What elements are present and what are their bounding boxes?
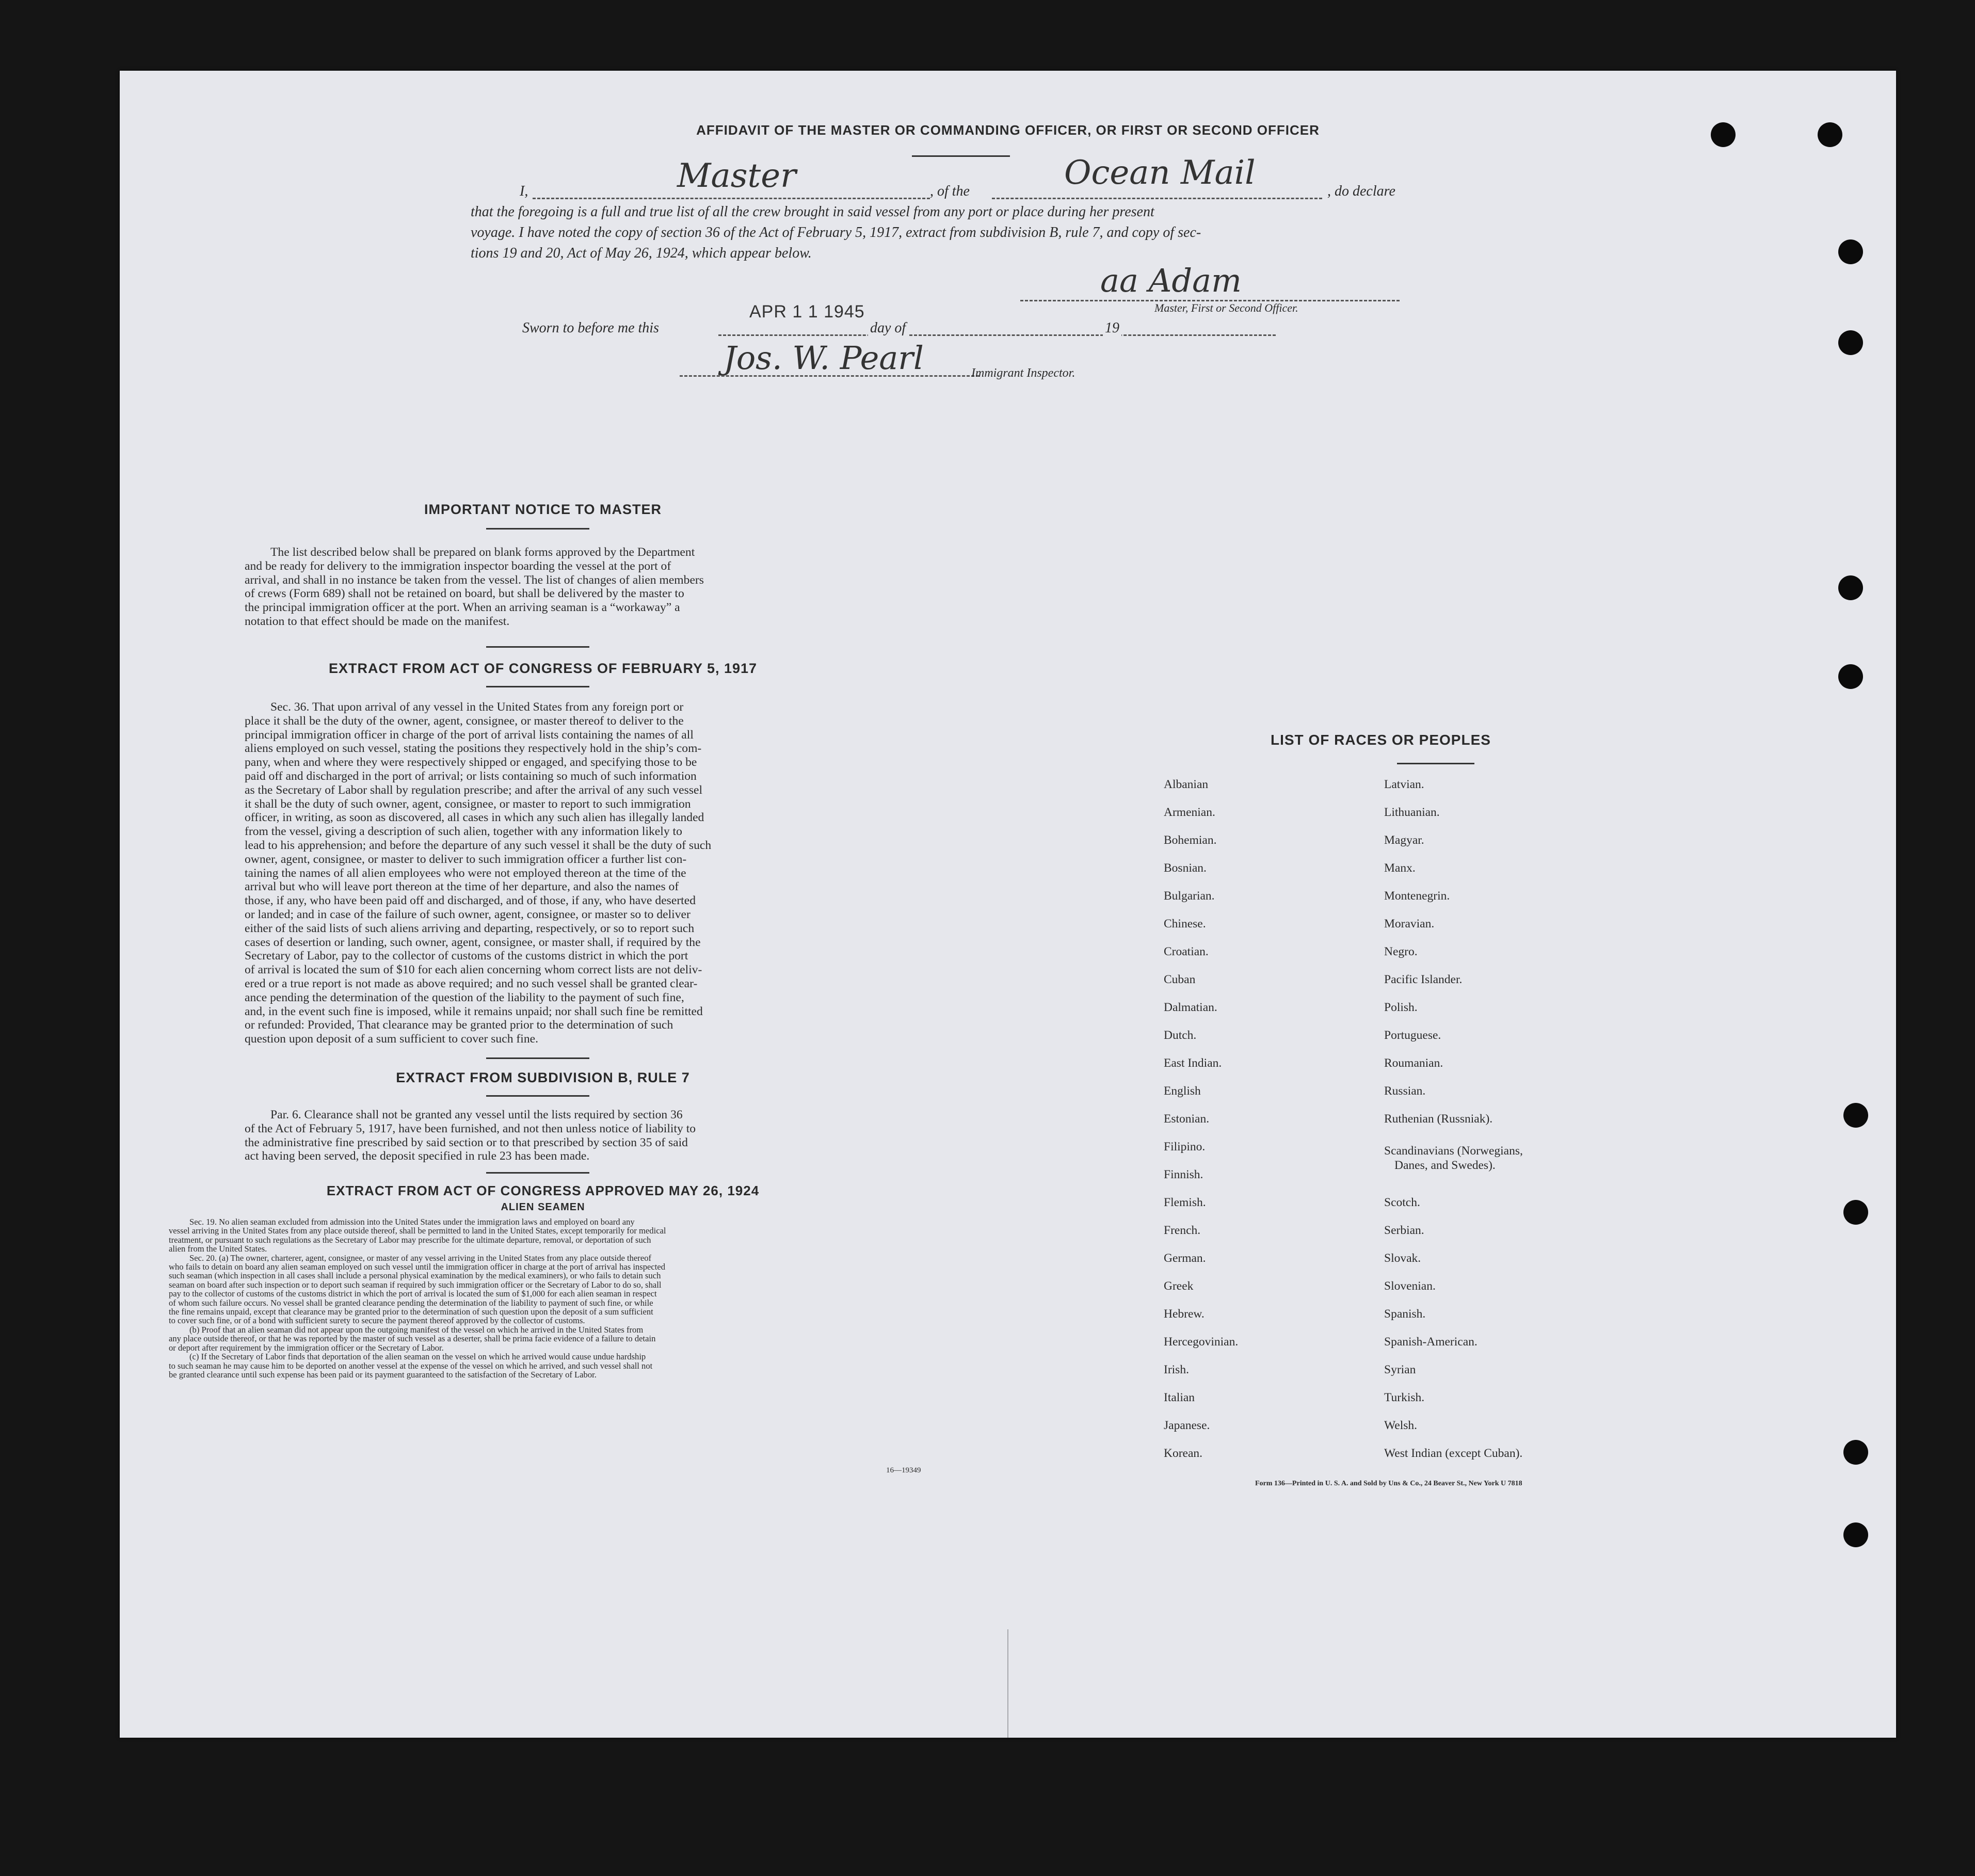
race-item: Estonian. [1164, 1112, 1210, 1126]
race-item: Spanish. [1384, 1307, 1426, 1321]
race-item: Syrian [1384, 1363, 1416, 1376]
race-item: Hebrew. [1164, 1307, 1205, 1321]
race-item: Slovenian. [1384, 1279, 1436, 1293]
race-item: Ruthenian (Russniak). [1384, 1112, 1493, 1126]
rule-7-heading: EXTRACT FROM SUBDIVISION B, RULE 7 [396, 1070, 690, 1085]
punch-hole [1843, 1440, 1868, 1465]
race-item: Hercegovinian. [1164, 1335, 1239, 1349]
title-rule [912, 155, 1010, 157]
of-the-label: , of the [930, 183, 970, 199]
race-item: Slovak. [1384, 1252, 1421, 1265]
master-caption: Master, First or Second Officer. [1154, 301, 1298, 314]
race-item: German. [1164, 1252, 1206, 1265]
race-item: Roumanian. [1384, 1056, 1443, 1070]
form-print-note: Form 136—Printed in U. S. A. and Sold by Uns & Co., 24 Beaver St., New York U 7818 [1255, 1480, 1522, 1487]
race-item-continuation: Danes, and Swedes). [1394, 1159, 1496, 1172]
punch-hole [1843, 1200, 1868, 1225]
year-prefix: 19 [1103, 318, 1121, 339]
notice-heading: IMPORTANT NOTICE TO MASTER [424, 502, 662, 517]
race-item: West Indian (except Cuban). [1384, 1447, 1523, 1460]
race-item: Turkish. [1384, 1391, 1425, 1404]
declare-label: , do declare [1327, 183, 1395, 199]
act-1924-body: Sec. 19. No alien seaman excluded from admission into the United States under the immigration laws and employed on board any vessel arriving in the United States from any place outside thereof, shall be permitted to land in the United States, except temporarily for medical treatment, or pursuant to such regulations as the Secretary of Labor may prescribe for the ultimate departure, removal, or deportation of such alien from the United States. Sec. 20. (a) The owner, charterer, agent, consignee, or master of any vessel arriving in the United States from any place outside thereof who fails to detain on board any alien seaman employed on such vessel until the immigration officer in charge at the port of arrival has inspected such seaman (which inspection in all cases shall include a personal physical examination by the medical examiners), or who fails to detain such seaman on board after such inspection or to deport such seaman if required by such immigration officer or the Secretary of Labor to do so, shall pay to the collector of customs of the customs district in which the port of arrival is located the sum of $1,000 for each alien seaman in respect of whom such failure occurs. No vessel shall be granted clearance pending the determination of the liability to payment of such fine, or while the fine remains unpaid, except that clearance may be granted prior to the determination of such question upon the deposit of a sum sufficient to cover such fine, or of a bond with sufficient surety to secure the payment thereof approved by the collector of customs. (b) Proof that an alien seaman did not appear upon the outgoing manifest of the vessel on which he arrived in the United States from any place outside thereof, or that he was reported by the master of such vessel as a deserter, shall be prima facie evidence of a failure to detain or deport after requirement by the immigration officer or the Secretary of Labor. (c) If the Secretary of Labor finds that deportation of the alien seaman on the vessel on which he arrived would cause undue hardship to such seaman he may cause him to be deported on another vessel at the expense of the vessel on which he arrived, and such vessel shall not be granted clearance until such expense has been paid or its payment guaranteed to the satisfaction of the Secretary of Labor. [169, 1217, 666, 1380]
race-item: Greek [1164, 1279, 1194, 1293]
act-1917-body: Sec. 36. That upon arrival of any vessel in the United States from any foreign port or place it shall be the duty of the owner, agent, consignee, or master thereof to deliver to the principal immigration officer in charge of the port of arrival lists containing the names of all aliens employed on such vessel, stating the positions they respectively hold in the ship’s com- pany, when and where they were respectively shipped or engaged, and specifying those to be paid off and discharged in the port of arrival; or lists containing so much of such information as the Secretary of Labor shall by regulation prescribe; and after the arrival of any such vessel it shall be the duty of such owner, agent, consignee, or master to report to such immigration officer, in writing, as soon as discovered, all cases in which any such alien has illegally landed from the vessel, giving a description of such alien, together with any information likely to lead to his apprehension; and before the departure of any such vessel it shall be the duty of such owner, agent, consignee, or master to deliver to such immigration officer a further list con- taining the names of all alien employees who were not employed thereon at the time of the arrival but who will leave port thereon at the time of her departure, and also the names of those, if any, who have been paid off and discharged, and of those, if any, who have deserted or landed; and in case of the failure of such owner, agent, consignee, or master so to deliver either of the said lists of such aliens arriving and departing, respectively, or so to report such cases of desertion or landing, such owner, agent, consignee, or master shall, if required by the Secretary of Labor, pay to the collector of customs of the customs district in which the port of arrival is located the sum of $10 for each alien concerning whom correct lists are not deliv- ered or a true report is not made as above required; and no such vessel shall be granted clear- ance pending the determination of the question of the liability to the payment of such fine, and, in the event such fine is imposed, while it remains unpaid; nor shall such fine be remitted or refunded: Provided, That clearance may be granted prior to the determination of such question upon deposit of a sum sufficient to cover such fine. [245, 700, 712, 1046]
affidavit-title: AFFIDAVIT OF THE MASTER OR COMMANDING OFFICER, OR FIRST OR SECOND OFFICER [696, 122, 1320, 138]
race-item: Irish. [1164, 1363, 1189, 1376]
race-item: Cuban [1164, 973, 1196, 986]
handwritten-vessel-name: Ocean Mail [1064, 154, 1256, 192]
punch-hole [1843, 1103, 1868, 1128]
document-page [120, 71, 1896, 1738]
act-1917-heading: EXTRACT FROM ACT OF CONGRESS OF FEBRUARY 5, 1917 [328, 661, 758, 676]
punch-hole [1838, 330, 1863, 355]
race-item: Welsh. [1384, 1419, 1418, 1432]
race-item: Chinese. [1164, 917, 1206, 931]
race-item: Armenian. [1164, 806, 1215, 819]
punch-hole [1843, 1522, 1868, 1547]
notice-body: The list described below shall be prepared on blank forms approved by the Department and be ready for delivery to the immigration inspector boarding the vessel at the port of arrival, and shall in no instance be taken from the vessel. The list of changes of alien members of crews (Form 689) shall not be retained on board, but shall be delivered by the master to the principal immigration officer at the port. When an arriving seaman is a “workaway” a notation to that effect should be made on the manifest. [245, 546, 704, 628]
race-item: French. [1164, 1224, 1201, 1237]
declaration-line-1 [471, 154, 1578, 202]
race-item: Portuguese. [1384, 1029, 1441, 1042]
race-item: English [1164, 1084, 1201, 1098]
sworn-label: Sworn to before me this [522, 320, 659, 336]
race-item: Montenegrin. [1384, 889, 1450, 903]
declaration-line-2: that the foregoing is a full and true list of all the crew brought in said vessel from any port or place during her present [471, 204, 1154, 220]
punch-hole [1838, 575, 1863, 600]
race-item: Latvian. [1384, 778, 1424, 791]
act-1924-heading: EXTRACT FROM ACT OF CONGRESS APPROVED MAY 26, 1924 [326, 1183, 760, 1198]
race-item: Finnish. [1164, 1168, 1203, 1181]
declaration-line-3: voyage. I have noted the copy of section 36 of the Act of February 5, 1917, extract from subdivision B, rule 7, and copy of sec- [471, 225, 1201, 240]
punch-hole [1838, 239, 1863, 264]
race-item: Scandinavians (Norwegians, [1384, 1144, 1523, 1158]
race-item: Flemish. [1164, 1196, 1206, 1209]
fold-mark [1007, 1629, 1008, 1738]
handwritten-master: Master [677, 157, 796, 195]
master-signature: aa Adam [1100, 262, 1242, 299]
race-item: Bohemian. [1164, 833, 1217, 847]
race-item: Japanese. [1164, 1419, 1210, 1432]
race-item: Dutch. [1164, 1029, 1197, 1042]
race-item: Italian [1164, 1391, 1195, 1404]
race-item: East Indian. [1164, 1056, 1222, 1070]
race-item: Spanish-American. [1384, 1335, 1478, 1349]
race-item: Korean. [1164, 1447, 1203, 1460]
race-item: Albanian [1164, 778, 1209, 791]
race-item: Russian. [1384, 1084, 1426, 1098]
race-item: Bulgarian. [1164, 889, 1215, 903]
inspector-signature: Jos. W. Pearl [724, 339, 924, 377]
date-stamp: APR 1 1 1945 [749, 302, 865, 322]
race-item: Croatian. [1164, 945, 1209, 958]
race-item: Lithuanian. [1384, 806, 1440, 819]
day-of-label: day of [868, 318, 908, 339]
race-item: Dalmatian. [1164, 1001, 1217, 1014]
print-code: 16—19349 [886, 1466, 921, 1474]
race-item: Negro. [1384, 945, 1418, 958]
inspector-caption: Immigrant Inspector. [971, 366, 1075, 380]
race-item: Moravian. [1384, 917, 1435, 931]
race-item: Manx. [1384, 861, 1416, 875]
alien-seamen-subheading: ALIEN SEAMEN [501, 1201, 585, 1213]
race-item: Serbian. [1384, 1224, 1424, 1237]
race-item: Pacific Islander. [1384, 973, 1463, 986]
rule-7-body: Par. 6. Clearance shall not be granted any vessel until the lists required by section 36 of the Act of February 5, 1917, have been furnished, and not then unless notice of liability to the administrative fine prescribed by said section or to that prescribed by section 35 of said act having been served, the deposit specified in rule 23 has been made. [245, 1108, 696, 1163]
race-item: Filipino. [1164, 1140, 1206, 1153]
declaration-line-4: tions 19 and 20, Act of May 26, 1924, which appear below. [471, 245, 812, 261]
race-item: Magyar. [1384, 833, 1424, 847]
races-heading: LIST OF RACES OR PEOPLES [1271, 732, 1491, 748]
punch-hole [1838, 664, 1863, 689]
race-item: Polish. [1384, 1001, 1418, 1014]
race-item: Bosnian. [1164, 861, 1207, 875]
declaration-prefix: I, [520, 183, 528, 199]
race-item: Scotch. [1384, 1196, 1420, 1209]
